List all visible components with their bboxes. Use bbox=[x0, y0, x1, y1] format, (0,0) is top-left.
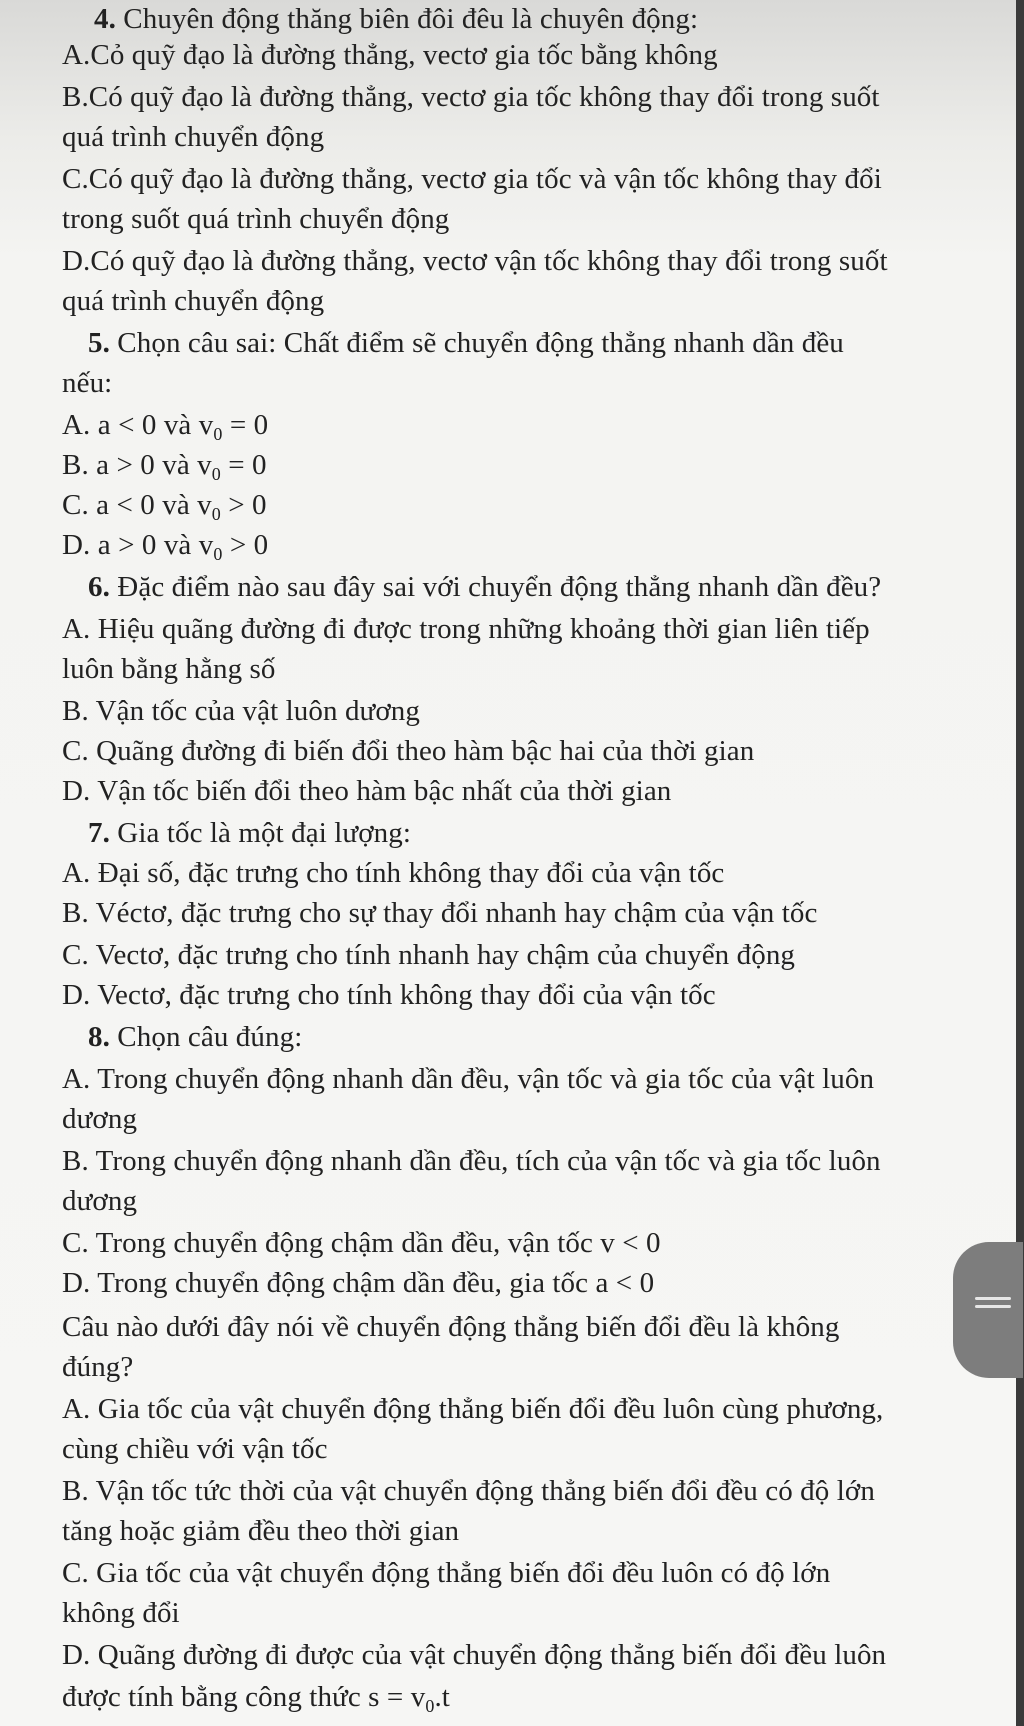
line-text: A. Hiệu quãng đường đi được trong những khoảng thời gian liên tiếp bbox=[62, 613, 870, 645]
text-line bbox=[62, 1102, 137, 1136]
text-line bbox=[62, 202, 449, 236]
option-label: B. bbox=[62, 449, 97, 481]
formula-text: a > 0 và v bbox=[96, 449, 212, 481]
line-text: cùng chiều với vận tốc bbox=[62, 1433, 328, 1465]
formula-text: a < 0 và v bbox=[97, 409, 214, 441]
text-line bbox=[62, 1062, 874, 1096]
line-text: B. Vận tốc của vật luôn dương bbox=[62, 695, 420, 727]
formula-text: > 0 bbox=[220, 489, 267, 521]
line-text: B.Có quỹ đạo là đường thẳng, vectơ gia tốc không thay đổi trong suốt bbox=[62, 81, 880, 113]
text-line bbox=[62, 1310, 840, 1344]
text-line bbox=[62, 1226, 661, 1260]
text-line bbox=[62, 652, 276, 686]
line-text: C. Vectơ, đặc trưng cho tính nhanh hay chậm của chuyển động bbox=[62, 939, 796, 971]
line-text: D. Vận tốc biến đổi theo hàm bậc nhất của thời gian bbox=[62, 775, 672, 807]
text-line bbox=[62, 366, 112, 400]
line-text: đúng? bbox=[62, 1351, 134, 1383]
option-label: D. bbox=[62, 529, 98, 561]
line-text: quá trình chuyển động bbox=[62, 121, 325, 153]
text-line bbox=[62, 774, 671, 808]
formula-text: = 0 bbox=[222, 409, 269, 441]
line-text: A.Cỏ quỹ đạo là đường thẳng, vectơ gia tốc bằng không bbox=[62, 39, 718, 71]
line-text: B. Vận tốc tức thời của vật chuyển động thẳng biến đổi đều có độ lớn bbox=[62, 1475, 875, 1507]
text-line bbox=[62, 244, 888, 278]
text-line bbox=[62, 1474, 875, 1508]
text-line bbox=[62, 978, 716, 1012]
line-text: Chọn câu đúng: bbox=[109, 1021, 303, 1053]
text-line bbox=[62, 1432, 328, 1466]
line-text: D. Quãng đường đi được của vật chuyển động thẳng biến đổi đều luôn bbox=[62, 1639, 887, 1671]
text-line bbox=[62, 488, 267, 522]
question-number: 7. bbox=[88, 817, 110, 849]
question-number: 4. bbox=[94, 3, 116, 35]
line-text: A. Gia tốc của vật chuyển động thẳng biến đổi đều luôn cùng phương, bbox=[62, 1393, 884, 1425]
line-text: Câu nào dưới đây nói về chuyển động thẳng biến đổi đều là không bbox=[62, 1311, 840, 1343]
line-text: A. Đại số, đặc trưng cho tính không thay đổi của vận tốc bbox=[62, 857, 725, 889]
text-line bbox=[62, 1638, 886, 1672]
text-line bbox=[62, 1392, 883, 1426]
text-line bbox=[62, 734, 754, 768]
text-line bbox=[62, 120, 324, 154]
line-text: luôn bằng hằng số bbox=[62, 653, 276, 685]
line-text: C. Quãng đường đi biến đổi theo hàm bậc hai của thời gian bbox=[62, 735, 755, 767]
text-line bbox=[62, 284, 324, 318]
formula-subscript: 0 bbox=[213, 544, 223, 564]
formula-text: a < 0 và v bbox=[96, 489, 212, 521]
line-text: D.Có quỹ đạo là đường thẳng, vectơ vận tốc không thay đổi trong suốt bbox=[62, 245, 888, 277]
text-line bbox=[62, 448, 267, 482]
line-text: trong suốt quá trình chuyển động bbox=[62, 203, 450, 235]
text-line bbox=[62, 1144, 881, 1178]
grip-line-icon bbox=[975, 1305, 1011, 1308]
line-text: Gia tốc là một đại lượng: bbox=[109, 817, 411, 849]
text-line bbox=[62, 938, 795, 972]
grip-line-icon bbox=[975, 1297, 1011, 1300]
formula-text: được tính bằng công thức s = v bbox=[62, 1681, 426, 1713]
text-line bbox=[62, 1596, 180, 1630]
question-heading bbox=[88, 326, 844, 360]
text-line bbox=[62, 856, 724, 890]
line-text: không đổi bbox=[62, 1597, 180, 1629]
screen-edge bbox=[1016, 0, 1024, 1726]
scroll-handle[interactable] bbox=[953, 1242, 1023, 1378]
line-text: Chọn câu sai: Chất điểm sẽ chuyển động thẳng nhanh dần đều bbox=[109, 327, 844, 359]
line-text: nếu: bbox=[62, 367, 113, 399]
text-line bbox=[62, 1184, 137, 1218]
text-line bbox=[62, 896, 817, 930]
line-text: D. Trong chuyển động chậm dần đều, gia tốc a < 0 bbox=[62, 1267, 655, 1299]
line-text: C. Gia tốc của vật chuyển động thẳng biến đổi đều luôn có độ lớn bbox=[62, 1557, 831, 1589]
line-text: dương bbox=[62, 1103, 138, 1135]
formula-text: > 0 bbox=[222, 529, 269, 561]
text-line bbox=[62, 1556, 830, 1590]
option-label: A. bbox=[62, 409, 98, 441]
formula-text: .t bbox=[434, 1681, 450, 1713]
text-line bbox=[62, 1514, 459, 1548]
text-line bbox=[62, 528, 268, 562]
formula-subscript: 0 bbox=[211, 464, 221, 484]
line-text: quá trình chuyển động bbox=[62, 285, 325, 317]
line-text: C. Trong chuyển động chậm dần đều, vận tốc v < 0 bbox=[62, 1227, 661, 1259]
line-text: tăng hoặc giảm đều theo thời gian bbox=[62, 1515, 460, 1547]
question-number: 8. bbox=[88, 1021, 110, 1053]
line-text: D. Vectơ, đặc trưng cho tính không thay đổi của vận tốc bbox=[62, 979, 716, 1011]
question-heading bbox=[88, 1020, 302, 1054]
line-text: C.Có quỹ đạo là đường thẳng, vectơ gia tốc và vận tốc không thay đổi bbox=[62, 163, 882, 195]
text-line bbox=[62, 1680, 450, 1714]
text-line bbox=[62, 38, 718, 72]
question-number: 5. bbox=[88, 327, 110, 359]
formula-subscript: 0 bbox=[425, 1696, 435, 1716]
formula-text: = 0 bbox=[220, 449, 267, 481]
line-text: Đặc điểm nào sau đây sai với chuyển động thẳng nhanh dần đều? bbox=[109, 571, 882, 603]
line-text: B. Trong chuyển động nhanh dần đều, tích của vận tốc và gia tốc luôn bbox=[62, 1145, 881, 1177]
text-line bbox=[62, 1266, 654, 1300]
question-heading bbox=[94, 2, 698, 36]
formula-subscript: 0 bbox=[213, 424, 223, 444]
formula-text: a > 0 và v bbox=[97, 529, 214, 561]
text-line bbox=[62, 162, 882, 196]
text-line bbox=[62, 1350, 133, 1384]
line-text: Chuyên động thăng biên đôi đêu là chuyên động: bbox=[115, 3, 699, 35]
question-heading bbox=[88, 570, 881, 604]
text-line bbox=[62, 408, 268, 442]
line-text: dương bbox=[62, 1185, 138, 1217]
text-line bbox=[62, 612, 870, 646]
text-line bbox=[62, 694, 420, 728]
question-number: 6. bbox=[88, 571, 110, 603]
question-heading bbox=[88, 816, 411, 850]
line-text: B. Véctơ, đặc trưng cho sự thay đổi nhanh hay chậm của vận tốc bbox=[62, 897, 818, 929]
text-line bbox=[62, 80, 880, 114]
option-label: C. bbox=[62, 489, 97, 521]
line-text: A. Trong chuyển động nhanh dần đều, vận tốc và gia tốc của vật luôn bbox=[62, 1063, 875, 1095]
formula-subscript: 0 bbox=[211, 504, 221, 524]
